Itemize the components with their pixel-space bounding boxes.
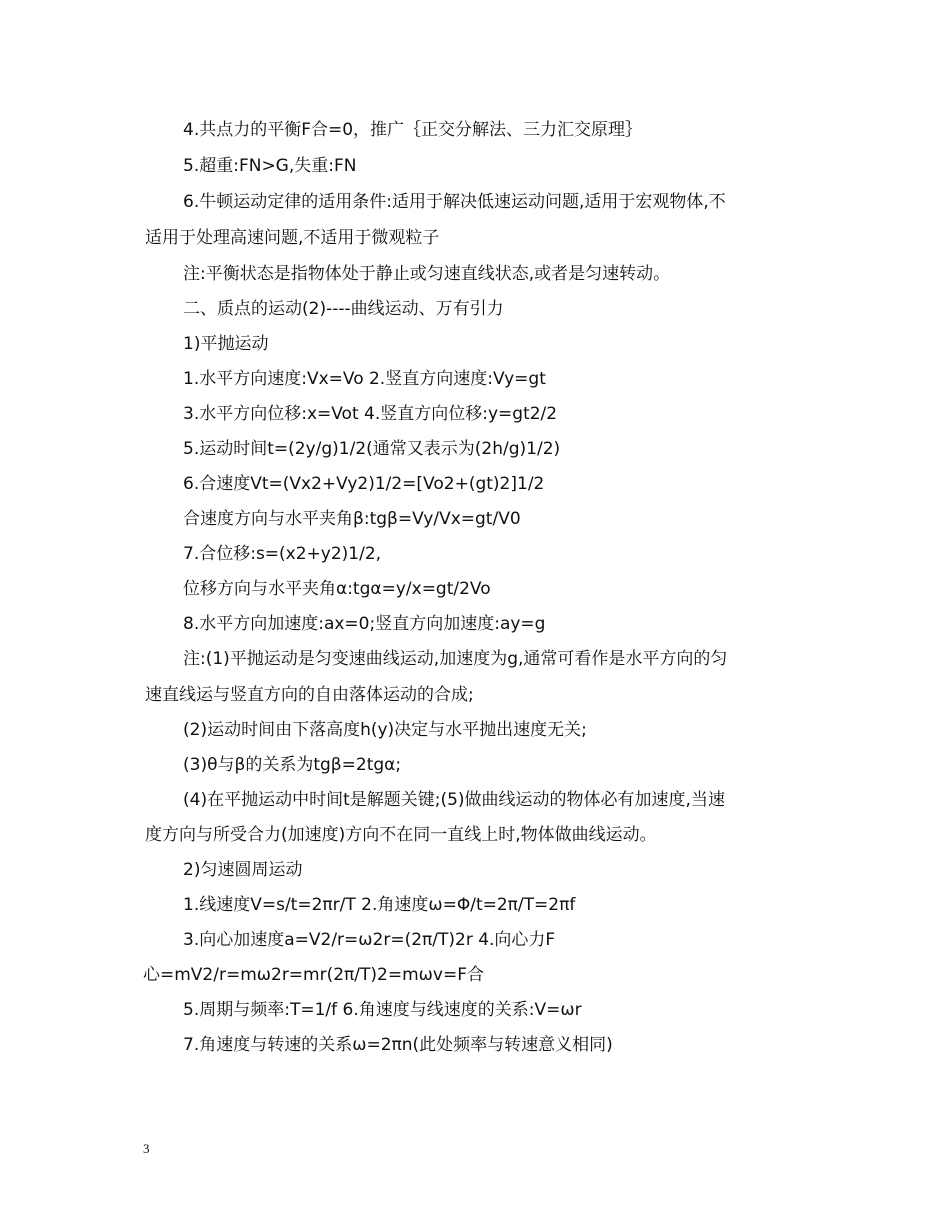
text-line-27: 7.角速度与转速的关系ω=2πn(此处频率与转速意义相同) (183, 1035, 613, 1055)
text-line-17: 速直线运与竖直方向的自由落体运动的合成; (145, 685, 474, 705)
text-line-5: 注:平衡状态是指物体处于静止或匀速直线状态,或者是匀速转动。 (183, 264, 671, 284)
text-line-4: 适用于处理高速问题,不适用于微观粒子 (145, 228, 440, 248)
text-line-3: 6.牛顿运动定律的适用条件:适用于解决低速运动问题,适用于宏观物体,不 (183, 192, 726, 212)
subsection-heading-1: 1)平抛运动 (183, 334, 269, 354)
text-line-19: (3)θ与β的关系为tgβ=2tgα; (183, 755, 402, 775)
text-line-1: 4.共点力的平衡F合=0，推广｛正交分解法、三力汇交原理｝ (183, 120, 643, 140)
text-line-16: 注:(1)平抛运动是匀变速曲线运动,加速度为g,通常可看作是水平方向的匀 (183, 649, 728, 669)
text-line-9: 3.水平方向位移:x=Vot 4.竖直方向位移:y=gt2/2 (183, 404, 558, 424)
subsection-heading-2: 2)匀速圆周运动 (183, 860, 303, 880)
text-line-24: 3.向心加速度a=V2/r=ω2r=(2π/T)2r 4.向心力F (183, 930, 556, 950)
text-line-20: (4)在平抛运动中时间t是解题关键;(5)做曲线运动的物体必有加速度,当速 (183, 790, 725, 810)
text-line-21: 度方向与所受合力(加速度)方向不在同一直线上时,物体做曲线运动。 (145, 825, 657, 845)
text-line-8: 1.水平方向速度:Vx=Vo 2.竖直方向速度:Vy=gt (183, 369, 546, 389)
text-line-26: 5.周期与频率:T=1/f 6.角速度与线速度的关系:V=ωr (183, 1000, 582, 1020)
text-line-23: 1.线速度V=s/t=2πr/T 2.角速度ω=Φ/t=2π/T=2πf (183, 895, 576, 915)
section-heading: 二、质点的运动(2)----曲线运动、万有引力 (183, 299, 504, 319)
text-line-15: 8.水平方向加速度:ax=0;竖直方向加速度:ay=g (183, 614, 546, 634)
text-line-12: 合速度方向与水平夹角β:tgβ=Vy/Vx=gt/V0 (183, 509, 521, 529)
text-line-10: 5.运动时间t=(2y/g)1/2(通常又表示为(2h/g)1/2) (183, 439, 561, 459)
text-line-13: 7.合位移:s=(x2+y2)1/2, (183, 544, 382, 564)
text-line-25: 心=mV2/r=mω2r=mr(2π/T)2=mωv=F合 (143, 965, 484, 985)
text-line-18: (2)运动时间由下落高度h(y)决定与水平抛出速度无关; (183, 720, 587, 740)
text-line-14: 位移方向与水平夹角α:tgα=y/x=gt/2Vo (183, 579, 491, 599)
text-line-2: 5.超重:FN>G,失重:FN (183, 156, 357, 176)
text-line-11: 6.合速度Vt=(Vx2+Vy2)1/2=[Vo2+(gt)2]1/2 (183, 474, 545, 494)
page-number: 3 (143, 1141, 150, 1156)
